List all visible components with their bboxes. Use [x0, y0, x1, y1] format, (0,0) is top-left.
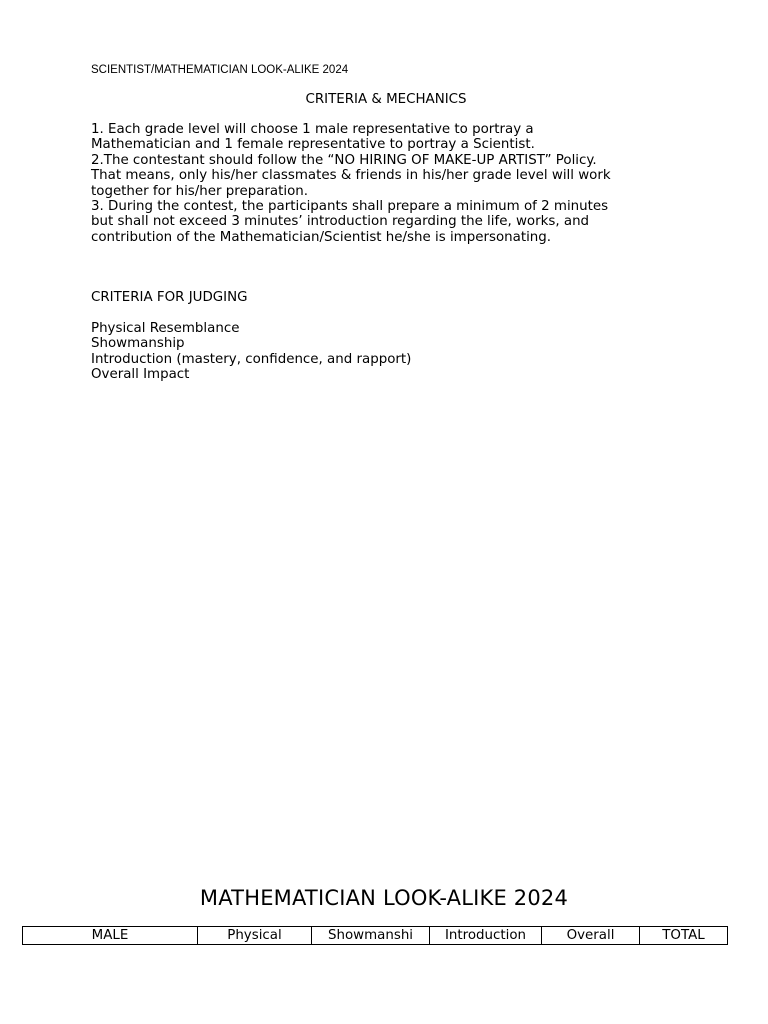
- column-header-total: TOTAL: [640, 927, 728, 945]
- criteria-item: Introduction (mastery, confidence, and rapport): [91, 351, 412, 367]
- score-table: [22, 926, 728, 945]
- rules-line: 1. Each grade level will choose 1 male representative to portray a: [91, 122, 534, 137]
- criteria-item: Overall Impact: [91, 367, 190, 383]
- rules-line: together for his/her preparation.: [91, 183, 309, 199]
- column-header-physical: Physical: [198, 927, 312, 945]
- rules-line: Mathematician and 1 female representative to portray a Scientist.: [91, 137, 535, 153]
- rules-line: contribution of the Mathematician/Scientist he/she is impersonating.: [91, 229, 552, 245]
- rules-line: but shall not exceed 3 minutes’ introduction regarding the life, works, and: [91, 214, 590, 230]
- rules-line: 3. During the contest, the participants shall prepare a minimum of 2 minutes: [91, 199, 609, 215]
- document-header: SCIENTIST/MATHEMATICIAN LOOK-ALIKE 2024: [91, 64, 349, 76]
- judging-section-title: [91, 290, 691, 305]
- rules-paragraphs: [91, 122, 691, 245]
- score-table-header-row: [23, 927, 728, 945]
- column-header-overall: Overall: [542, 927, 640, 945]
- rules-line: 2.The contestant should follow the “NO HIRING OF MAKE-UP ARTIST” Policy.: [91, 152, 597, 168]
- section-title-criteria-mechanics: CRITERIA & MECHANICS: [305, 92, 467, 107]
- criteria-item: Showmanship: [91, 336, 185, 352]
- score-sheet-title: MATHEMATICIAN LOOK-ALIKE 2024: [199, 886, 569, 910]
- judging-criteria-list: [91, 321, 691, 383]
- column-header-introduction: Introduction: [430, 927, 542, 945]
- column-header-male: MALE: [23, 927, 198, 945]
- rules-line: That means, only his/her classmates & friends in his/her grade level will work: [91, 168, 611, 184]
- judging-title-text: CRITERIA FOR JUDGING: [91, 290, 248, 305]
- criteria-item: Physical Resemblance: [91, 321, 240, 336]
- column-header-showmanship: Showmanshi: [312, 927, 430, 945]
